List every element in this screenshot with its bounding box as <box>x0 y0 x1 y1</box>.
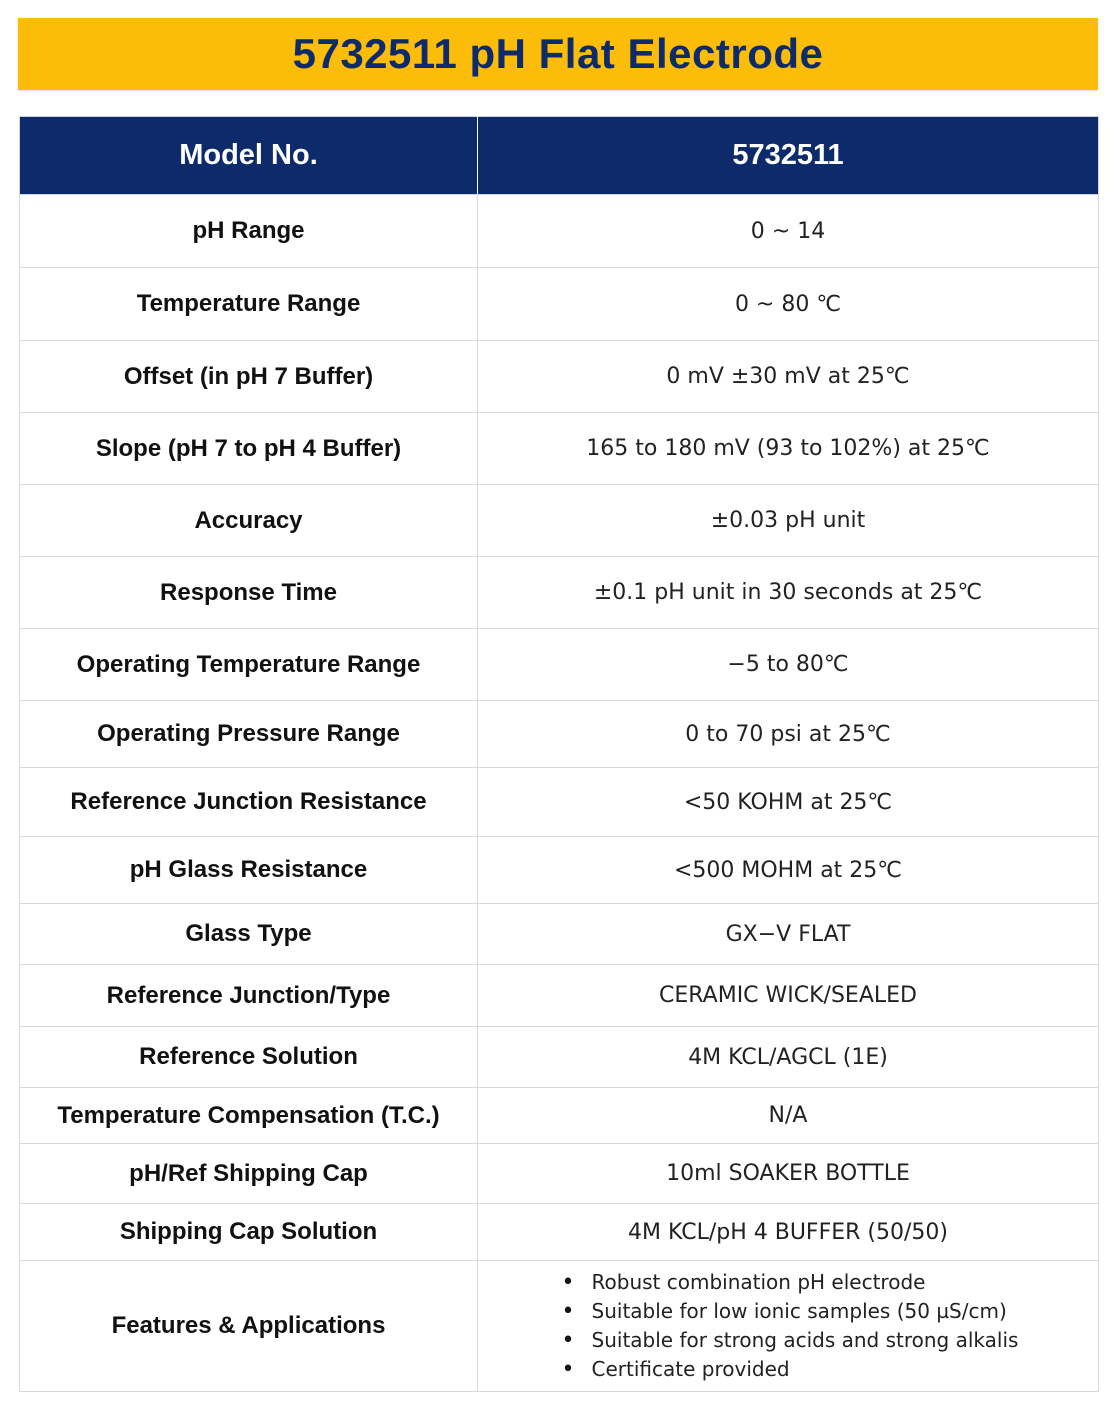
list-item: • Certificate provided <box>558 1355 1019 1384</box>
table-row <box>20 485 1099 557</box>
spec-label: Operating Temperature Range <box>20 629 478 701</box>
spec-value: 4M KCL/pH 4 BUFFER (50/50) <box>478 1204 1099 1261</box>
spec-value: 165 to 180 mV (93 to 102%) at 25℃ <box>478 413 1099 485</box>
table-row <box>20 837 1099 904</box>
table-row <box>20 701 1099 768</box>
spec-label: Response Time <box>20 557 478 629</box>
header-value: 5732511 <box>478 117 1099 195</box>
table-row <box>20 1027 1099 1088</box>
spec-label: Offset (in pH 7 Buffer) <box>20 341 478 413</box>
header-label: Model No. <box>20 117 478 195</box>
table-row <box>20 1088 1099 1144</box>
list-item: • Suitable for low ionic samples (50 µS/cm) <box>558 1297 1019 1326</box>
spec-value: −5 to 80℃ <box>478 629 1099 701</box>
table-row <box>20 965 1099 1027</box>
page-title: 5732511 pH Flat Electrode <box>292 30 824 77</box>
spec-label: Operating Pressure Range <box>20 701 478 768</box>
table-header-row <box>20 117 1099 195</box>
spec-label: Glass Type <box>20 904 478 965</box>
table-row <box>20 341 1099 413</box>
table-row <box>20 195 1099 268</box>
spec-value: 0 ~ 14 <box>478 195 1099 268</box>
spec-value: 10ml SOAKER BOTTLE <box>478 1144 1099 1204</box>
spec-value: <50 KOHM at 25℃ <box>478 768 1099 837</box>
spec-table <box>19 116 1099 1392</box>
spec-label: Reference Solution <box>20 1027 478 1088</box>
spec-value: GX−V FLAT <box>478 904 1099 965</box>
spec-label: Shipping Cap Solution <box>20 1204 478 1261</box>
features-list <box>558 1268 1019 1384</box>
spec-label: pH/Ref Shipping Cap <box>20 1144 478 1204</box>
spec-value: N/A <box>478 1088 1099 1144</box>
spec-label: pH Range <box>20 195 478 268</box>
spec-value: <500 MOHM at 25℃ <box>478 837 1099 904</box>
features-cell <box>478 1261 1099 1392</box>
table-row <box>20 768 1099 837</box>
spec-value: ±0.1 pH unit in 30 seconds at 25℃ <box>478 557 1099 629</box>
spec-label: pH Glass Resistance <box>20 837 478 904</box>
spec-value: 0 mV ±30 mV at 25℃ <box>478 341 1099 413</box>
table-row <box>20 557 1099 629</box>
table-row <box>20 268 1099 341</box>
spec-value: 4M KCL/AGCL (1E) <box>478 1027 1099 1088</box>
table-row <box>20 629 1099 701</box>
spec-label: Reference Junction/Type <box>20 965 478 1027</box>
table-row <box>20 904 1099 965</box>
list-item: • Suitable for strong acids and strong alkalis <box>558 1326 1019 1355</box>
spec-value: 0 to 70 psi at 25℃ <box>478 701 1099 768</box>
spec-label: Temperature Compensation (T.C.) <box>20 1088 478 1144</box>
table-row <box>20 413 1099 485</box>
spec-value: ±0.03 pH unit <box>478 485 1099 557</box>
features-row <box>20 1261 1099 1392</box>
table-row <box>20 1144 1099 1204</box>
features-label: Features & Applications <box>20 1261 478 1392</box>
spec-value: 0 ~ 80 ℃ <box>478 268 1099 341</box>
table-row <box>20 1204 1099 1261</box>
list-item: • Robust combination pH electrode <box>558 1268 1019 1297</box>
spec-label: Temperature Range <box>20 268 478 341</box>
title-banner <box>18 18 1098 90</box>
spec-label: Slope (pH 7 to pH 4 Buffer) <box>20 413 478 485</box>
spec-value: CERAMIC WICK/SEALED <box>478 965 1099 1027</box>
spec-label: Accuracy <box>20 485 478 557</box>
spec-label: Reference Junction Resistance <box>20 768 478 837</box>
